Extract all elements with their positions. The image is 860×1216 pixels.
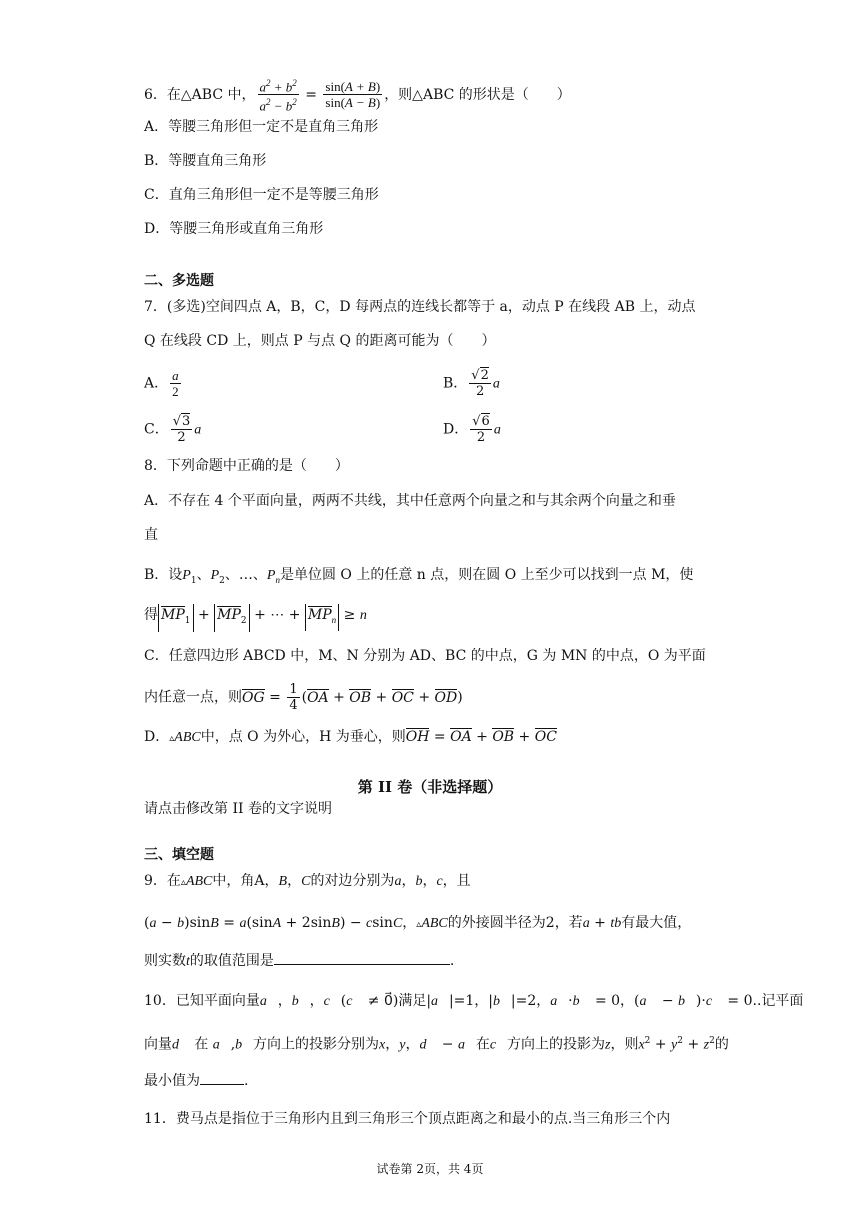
q6-stem-prefix: 6．在△ABC 中， <box>144 86 256 103</box>
page-footer: 试卷第 2页，共 4页 <box>376 1162 484 1176</box>
q6-stem-suffix: ，则△ABC 的形状是（ ） <box>384 86 571 103</box>
q10-answer-blank[interactable] <box>200 1070 244 1085</box>
q8-option-b-line1: B．设$P_1$、$P_2$、…、$P_n$是单位圆 O 上的任意 n 点，则在圆 O 上至少可以找到一点 M，使 <box>144 567 694 586</box>
q8-option-d: D．▵ABC中，点 O 为外心，H 为垂心，则OH = OA + OB + OC <box>144 729 557 745</box>
q11-line1: 11．费马点是指位于三角形内且到三角形三个顶点距离之和最小的点.当三角形三个内 <box>144 1111 671 1127</box>
part2-title: 第 II 卷（非选择题） <box>357 778 503 796</box>
q8-option-a-line1: A．不存在 4 个平面向量，两两不共线，其中任意两个向量之和与其余两个向量之和垂 <box>144 493 676 509</box>
q6-stem: 6．在△ABC 中， $\frac{a^2 + b^2}{a^2 - b^2}$ = $\frac{\sin(A + B)}{\sin(A - B)}$ ，则△ABC 的形状是（ ） <box>144 78 571 114</box>
q6-option-c: C．直角三角形但一定不是等腰三角形 <box>144 187 379 203</box>
q6-option-d: D．等腰三角形或直角三角形 <box>144 221 324 237</box>
q8-option-c-line2: 内任意一点，则OG = $\frac{1}{4}$ (OA + OB + OC + OD) <box>144 682 463 713</box>
q10-line3: 最小值为 . <box>144 1070 248 1092</box>
q9-answer-blank[interactable] <box>274 950 450 965</box>
q8-option-c-line1: C．任意四边形 ABCD 中，M、N 分别为 AD、BC 的中点，G 为 MN 的中点，O 为平面 <box>144 648 706 664</box>
q9-line2: (a − b)sinB = a(sinA + 2sinB) − csinC，▵ABC的外接圆半径为2，若a + tb有最大值， <box>144 915 692 931</box>
q9-line3: 则实数t的取值范围是 . <box>144 950 454 973</box>
q7-option-b: B． $\frac{√2}{2}$ a <box>443 368 500 399</box>
q10-line2: 向量d⃗ 在 a⃗,b⃗方向上的投影分别为x，y，d⃗ − a⃗在c⃗方向上的投影为z，则$x^2 + y^2 + z^2$的 <box>144 1036 729 1053</box>
q6-option-b: B．等腰直角三角形 <box>144 153 267 169</box>
q7-option-a: A． $\frac{a}{2}$ <box>144 368 179 399</box>
q6-option-a: A．等腰三角形但一定不是直角三角形 <box>144 119 379 135</box>
q8-option-a-line2: 直 <box>144 527 158 543</box>
q9-line1: 9．在▵ABC中，角A，B，C的对边分别为a，b，c，且 <box>144 873 471 889</box>
q6-fraction-left: $\frac{a^2 + b^2}{a^2 - b^2}$ <box>259 78 297 114</box>
section-3-title: 三、填空题 <box>144 847 214 863</box>
q10-line1: 10．已知平面向量a⃗，b⃗，c⃗(c⃗ ≠ 0⃗)满足|a⃗|=1，|b⃗|=2，a⃗·b⃗ = 0，(a⃗ − b⃗)·c⃗ = 0..记平面 <box>144 993 804 1009</box>
q7-option-c: C． $\frac{√3}{2}$ a <box>144 414 202 445</box>
q7-option-d: D． $\frac{√6}{2}$ a <box>443 414 501 445</box>
q8-option-b-line2: 得 $MP_1 + MP_2$ + ⋯ + $MP_n \ge n$ <box>144 604 367 632</box>
q7-line2: Q 在线段 CD 上，则点 P 与点 Q 的距离可能为（ ） <box>144 333 496 349</box>
q7-line1: 7．(多选)空间四点 A，B，C，D 每两点的连线长都等于 a，动点 P 在线段 AB 上，动点 <box>144 299 696 315</box>
q6-fraction-right: $\frac{\sin(A + B)}{\sin(A - B)}$ <box>325 79 381 111</box>
section-2-title: 二、多选题 <box>144 273 214 289</box>
part2-subtitle[interactable]: 请点击修改第 II 卷的文字说明 <box>144 801 332 817</box>
q8-stem: 8．下列命题中正确的是（ ） <box>144 458 349 474</box>
